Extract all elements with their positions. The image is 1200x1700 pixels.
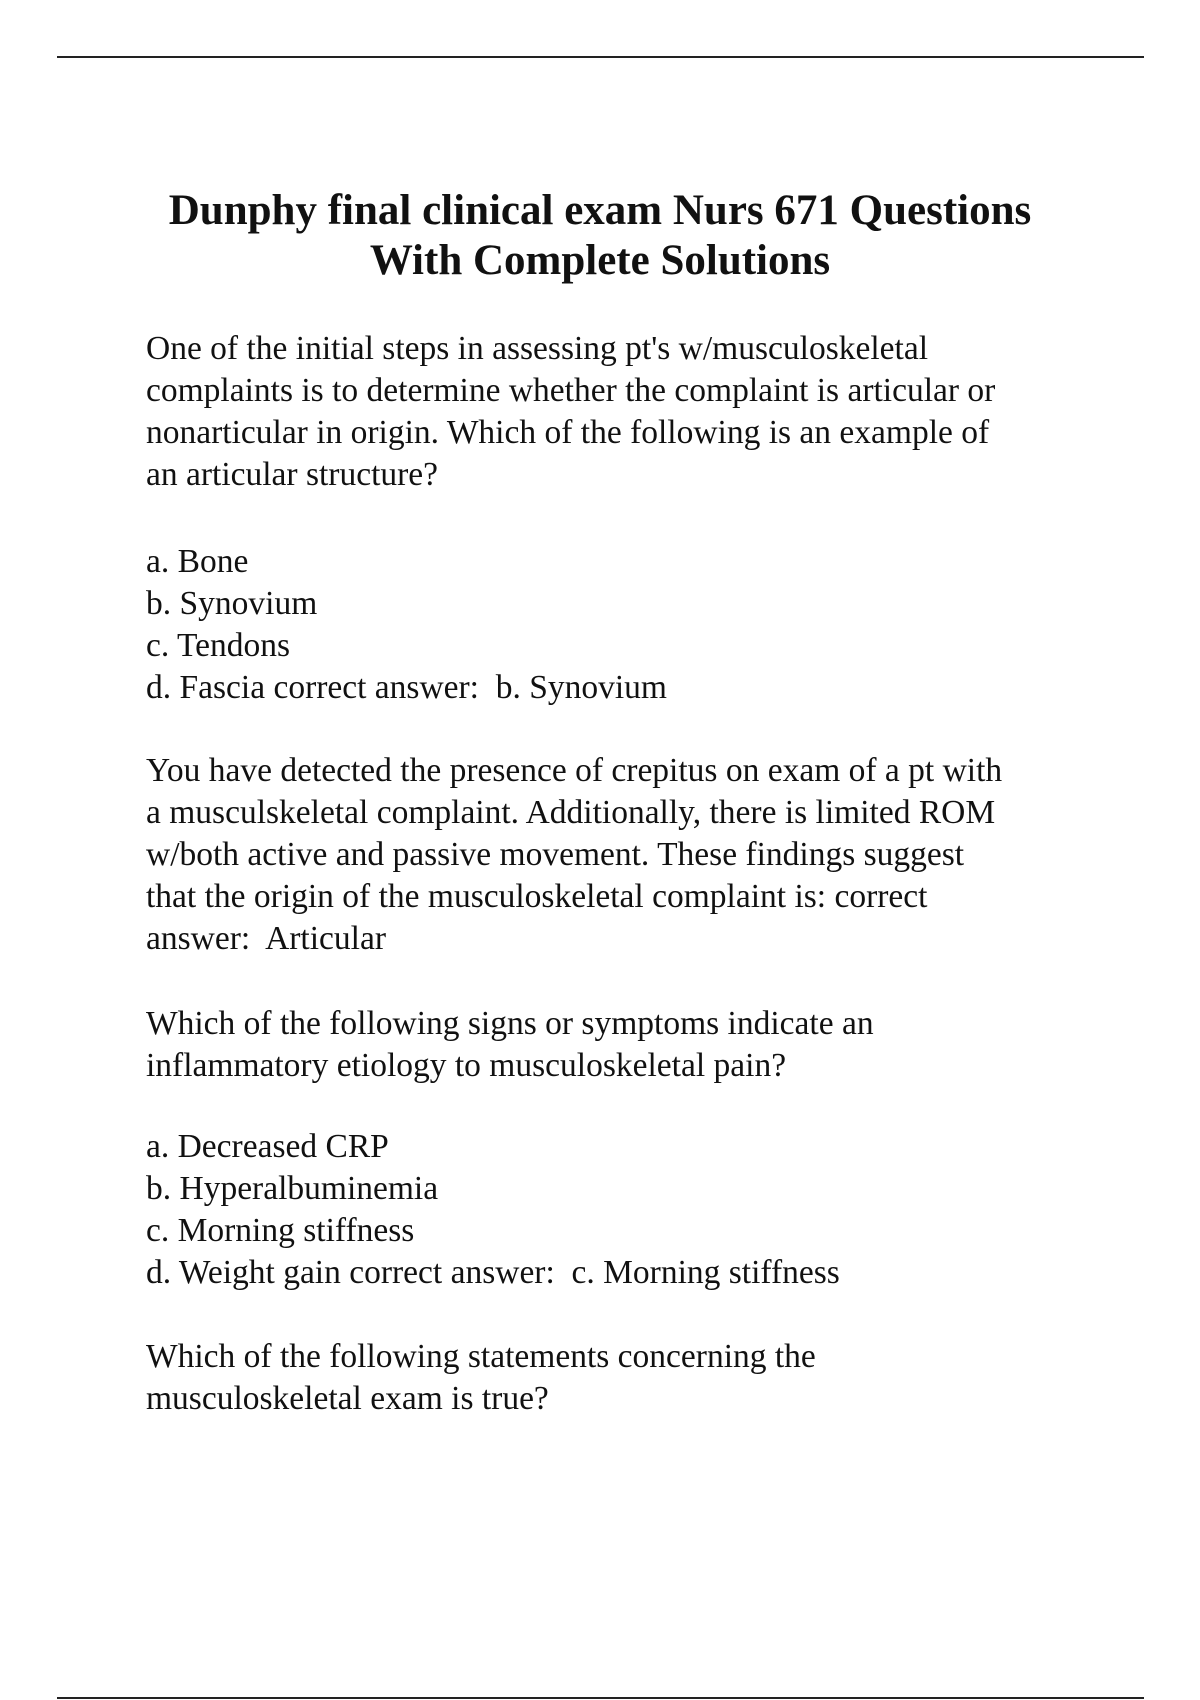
text-line: complaints is to determine whether the complaint is articular or bbox=[146, 372, 996, 409]
title-line: Dunphy final clinical exam Nurs 671 Questions bbox=[168, 187, 1032, 234]
option-line: b. Synovium bbox=[146, 585, 318, 622]
text-line: Which of the following signs or symptoms indicate an bbox=[146, 1005, 874, 1042]
text-line: Which of the following statements concerning the bbox=[146, 1338, 816, 1375]
question-1-options bbox=[146, 541, 1106, 709]
option-line-with-answer: d. Weight gain correct answer: c. Morning stiffness bbox=[146, 1254, 840, 1291]
option-line: c. Morning stiffness bbox=[146, 1212, 415, 1249]
text-line: an articular structure? bbox=[146, 456, 439, 493]
option-line: b. Hyperalbuminemia bbox=[146, 1170, 439, 1207]
text-line: inflammatory etiology to musculoskeletal pain? bbox=[146, 1047, 787, 1084]
option-line: c. Tendons bbox=[146, 627, 291, 664]
text-line: One of the initial steps in assessing pt's w/musculoskeletal bbox=[146, 330, 929, 367]
question-4-stem bbox=[146, 1336, 1106, 1420]
question-3-options bbox=[146, 1126, 1106, 1294]
text-line: w/both active and passive movement. These findings suggest bbox=[146, 836, 965, 873]
option-line-with-answer: d. Fascia correct answer: b. Synovium bbox=[146, 669, 667, 706]
text-line-with-answer: answer: Articular bbox=[146, 920, 386, 957]
question-1-stem bbox=[146, 328, 1106, 496]
bottom-rule bbox=[57, 1697, 1144, 1699]
option-line: a. Bone bbox=[146, 543, 249, 580]
document-title bbox=[120, 186, 1080, 286]
top-rule bbox=[57, 56, 1144, 58]
text-line: that the origin of the musculoskeletal complaint is: correct bbox=[146, 878, 928, 915]
text-line: You have detected the presence of crepitus on exam of a pt with bbox=[146, 752, 1003, 789]
text-line: musculoskeletal exam is true? bbox=[146, 1380, 549, 1417]
option-line: a. Decreased CRP bbox=[146, 1128, 389, 1165]
text-line: nonarticular in origin. Which of the following is an example of bbox=[146, 414, 990, 451]
text-line: a musculskeletal complaint. Additionally, there is limited ROM bbox=[146, 794, 996, 831]
title-line: With Complete Solutions bbox=[369, 237, 831, 284]
question-3-stem bbox=[146, 1003, 1106, 1087]
question-2 bbox=[146, 750, 1106, 960]
